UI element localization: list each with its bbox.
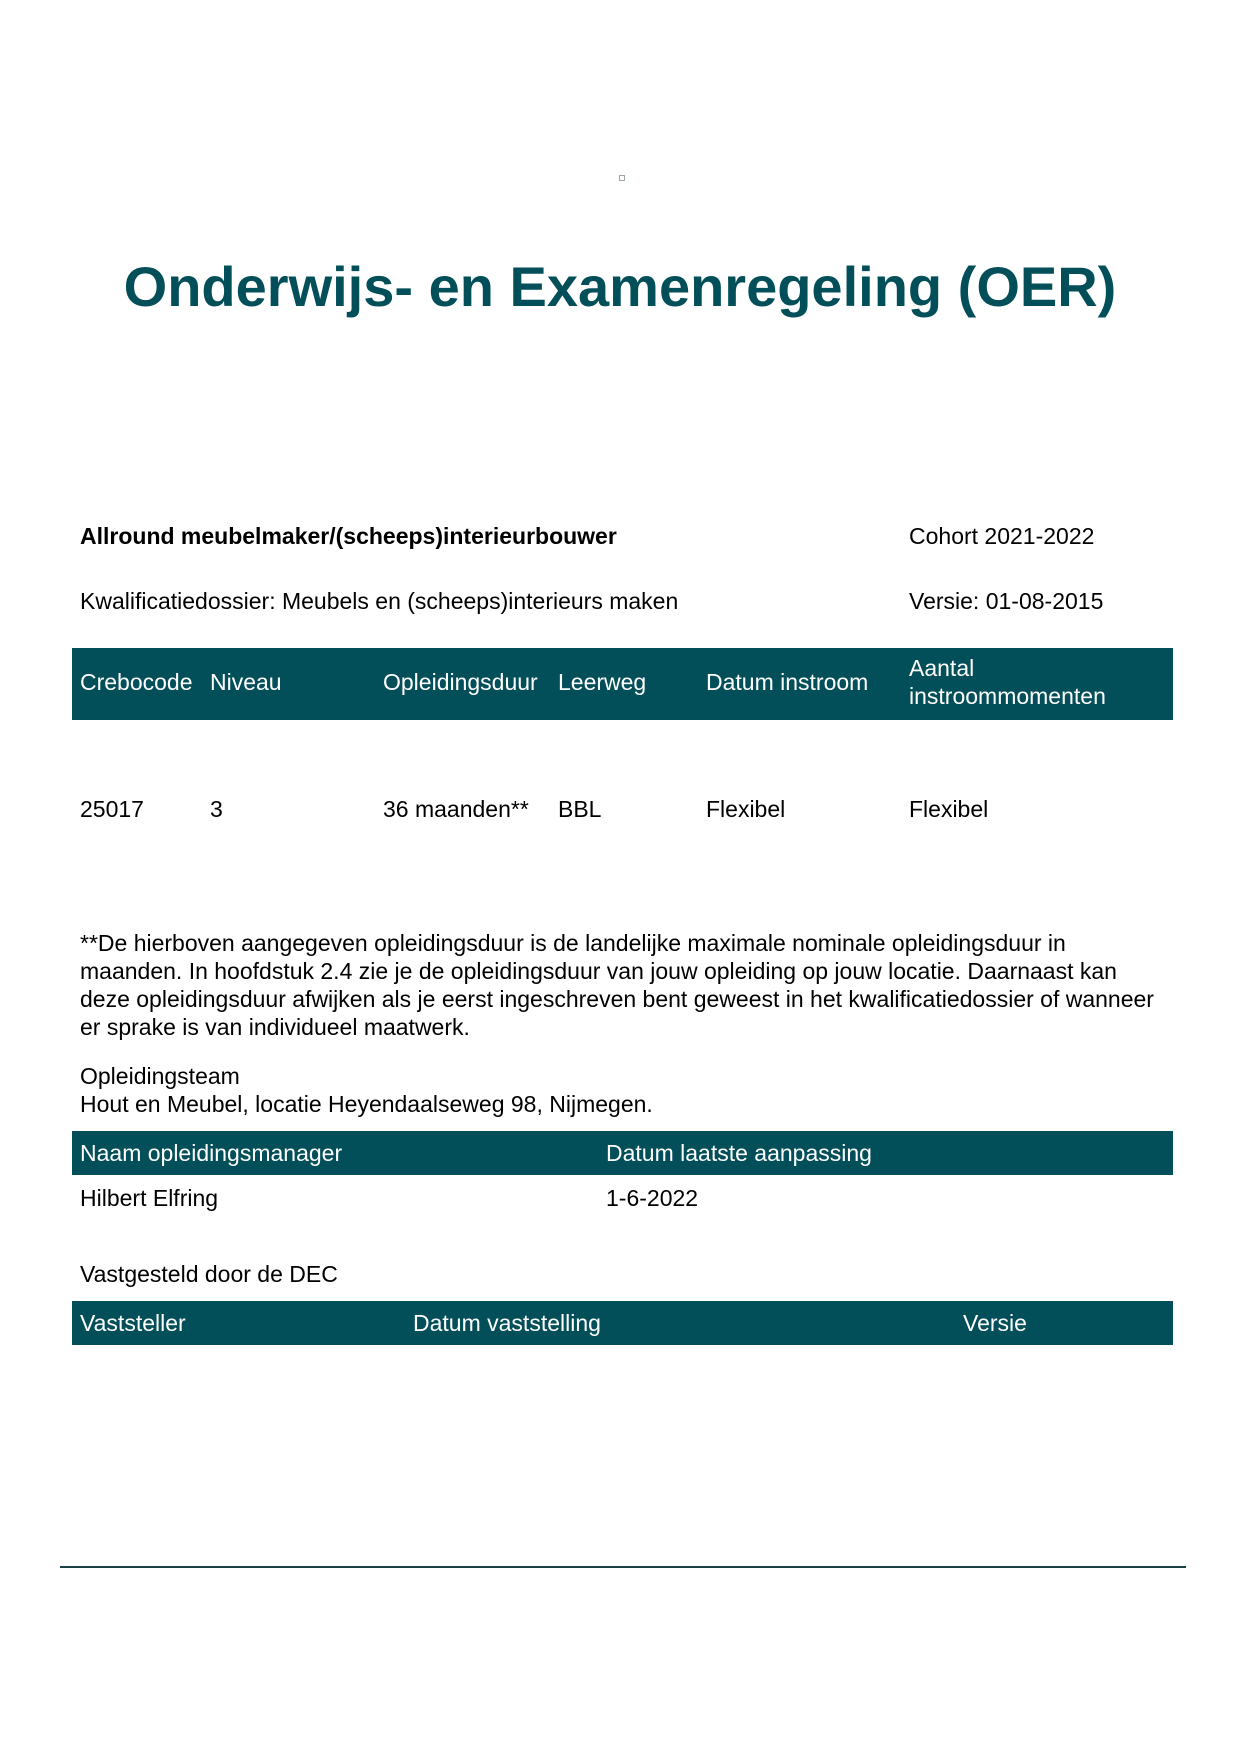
- header-leerweg: Leerweg: [558, 669, 647, 695]
- footnote: **De hierboven aangegeven opleidingsduur is de landelijke maximale nominale opleidingsduur in maanden. In hoofdstuk 2.4 zie je de opleidingsduur van jouw opleiding op jouw locatie. Daarnaast kan deze opleidingsduur afwijken als je eerst ingeschreven bent geweest in het kwalificatiedossier of wanneer er sprake is van individueel maatwerk.: [80, 930, 1154, 1040]
- header-crebocode: Crebocode: [80, 669, 193, 695]
- vastgesteld-label: Vastgesteld door de DEC: [80, 1261, 338, 1287]
- header-vaststeller: Vaststeller: [80, 1310, 186, 1336]
- document-title: Onderwijs- en Examenregeling (OER): [123, 255, 1117, 318]
- footer-divider: [60, 1566, 1186, 1568]
- cell-opleidingsduur: 36 maanden**: [383, 796, 529, 822]
- manager-table-header: [72, 1131, 1173, 1175]
- header-datum-laatste-aanpassing: Datum laatste aanpassing: [606, 1140, 872, 1166]
- header-versie: Versie: [963, 1310, 1027, 1336]
- placeholder-image-icon: [619, 175, 625, 181]
- header-opleidingsduur: Opleidingsduur: [383, 669, 538, 695]
- cell-datum-instroom: Flexibel: [706, 796, 786, 822]
- cohort: Cohort 2021-2022: [909, 523, 1095, 549]
- cell-niveau: 3: [210, 796, 223, 822]
- program-name: Allround meubelmaker/(scheeps)interieurbouwer: [80, 523, 617, 549]
- header-naam-opleidingsmanager: Naam opleidingsmanager: [80, 1140, 343, 1166]
- cell-crebocode: 25017: [80, 796, 144, 822]
- header-niveau: Niveau: [210, 669, 282, 695]
- header-datum-instroom: Datum instroom: [706, 669, 869, 695]
- team-label: Opleidingsteam: [80, 1063, 240, 1089]
- team-location: Hout en Meubel, locatie Heyendaalseweg 98, Nijmegen.: [80, 1091, 653, 1117]
- kwalificatiedossier: Kwalificatiedossier: Meubels en (scheeps)interieurs maken: [80, 588, 679, 614]
- cell-aantal-instroommomenten: Flexibel: [909, 796, 989, 822]
- cell-leerweg: BBL: [558, 796, 602, 822]
- header-datum-vaststelling: Datum vaststelling: [413, 1310, 601, 1336]
- header-aantal-instroommomenten: Aantal instroommomenten: [909, 655, 1106, 709]
- versie: Versie: 01-08-2015: [909, 588, 1104, 614]
- dec-table-header: [72, 1301, 1173, 1345]
- cell-laatste-aanpassing: 1-6-2022: [606, 1185, 699, 1211]
- main-table-header: [72, 648, 1173, 720]
- cell-manager-name: Hilbert Elfring: [80, 1185, 219, 1211]
